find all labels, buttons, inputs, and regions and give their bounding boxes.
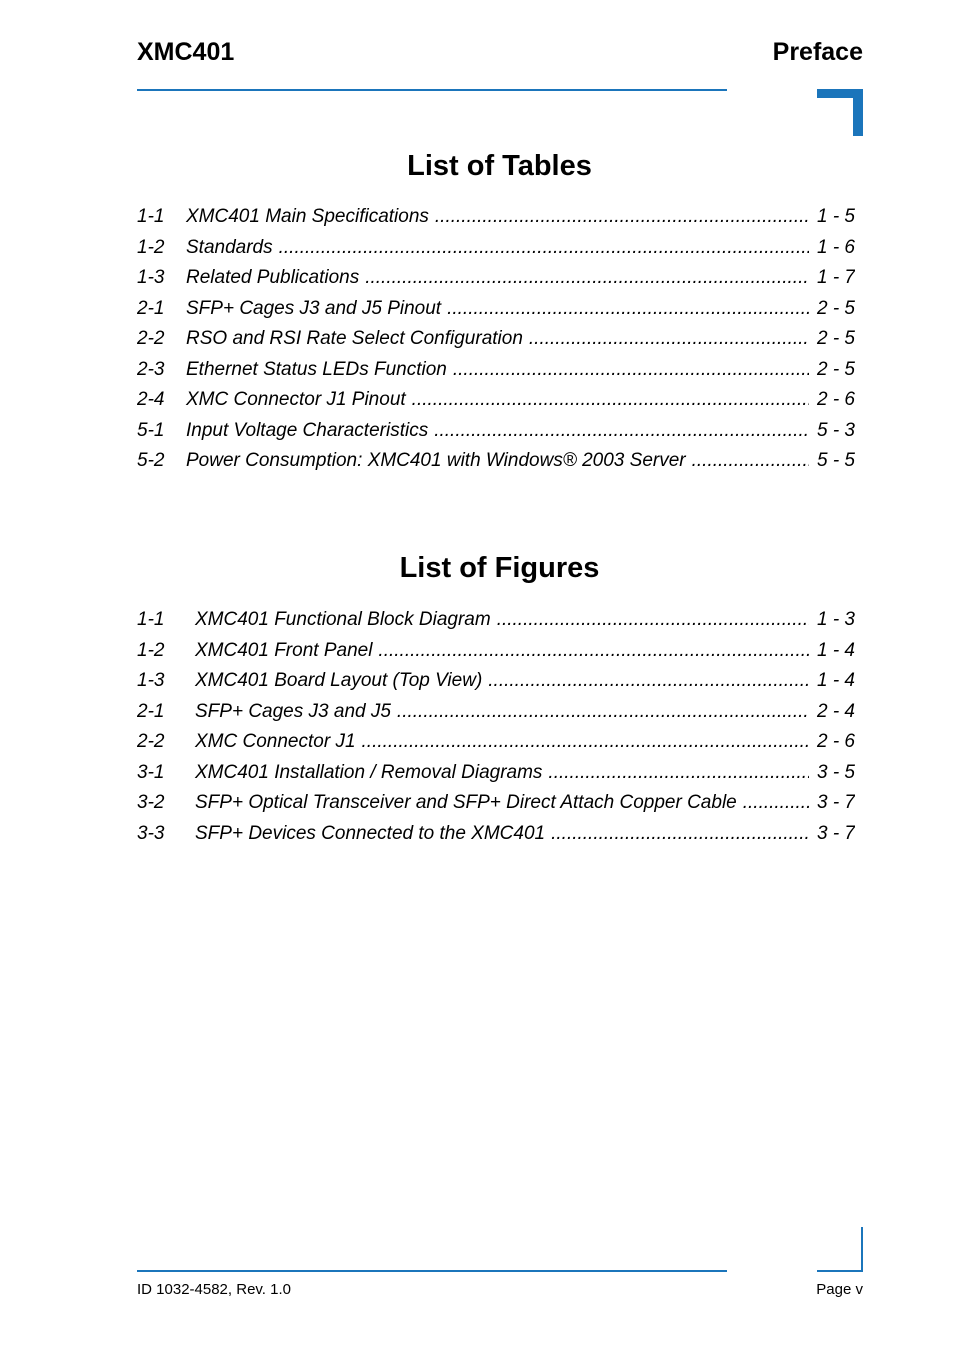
dot-leader	[692, 446, 809, 477]
entry-title: SFP+ Cages J3 and J5	[195, 700, 391, 722]
table-entry[interactable]	[137, 324, 855, 355]
entry-page: 3 - 5	[816, 761, 855, 783]
entry-number: 1-1	[137, 206, 165, 227]
entry-title: XMC Connector J1	[195, 731, 356, 752]
entry-title: XMC401 Front Panel	[195, 639, 373, 661]
entry-page: 2 - 5	[816, 358, 855, 380]
entry-title: SFP+ Cages J3 and J5 Pinout	[186, 297, 442, 319]
dot-leader	[488, 666, 809, 697]
entry-page: 1 - 4	[816, 639, 855, 661]
header-rule	[137, 89, 727, 91]
figure-entry[interactable]	[137, 758, 855, 789]
table-entry[interactable]	[137, 416, 855, 447]
entry-number: 1-1	[137, 609, 165, 630]
entry-number: 5-2	[137, 450, 165, 471]
entry-title: Power Consumption: XMC401 with Windows® 2003 Server	[186, 450, 686, 471]
entry-number: 1-3	[137, 670, 165, 691]
dot-leader	[365, 263, 809, 294]
figure-entry[interactable]	[137, 727, 855, 758]
entry-page: 2 - 6	[816, 389, 855, 410]
entry-title: XMC Connector J1 Pinout	[186, 389, 406, 410]
footer-rule	[137, 1270, 727, 1272]
entry-page: 2 - 6	[816, 731, 855, 752]
table-entry[interactable]	[137, 294, 855, 325]
table-entry[interactable]	[137, 202, 855, 233]
footer-page-number: Page v	[816, 1281, 863, 1298]
entry-title: XMC401 Board Layout (Top View)	[195, 670, 483, 691]
entry-page: 1 - 5	[816, 206, 855, 227]
entry-title: Standards	[186, 236, 273, 258]
entry-page: 2 - 5	[816, 328, 855, 349]
list-of-tables-heading: List of Tables	[407, 150, 592, 182]
entry-title: SFP+ Devices Connected to the XMC401	[195, 822, 546, 844]
dot-leader	[548, 758, 809, 789]
dot-leader	[412, 385, 809, 416]
entry-number: 2-3	[137, 358, 165, 380]
entry-title: Related Publications	[186, 267, 360, 288]
table-entry[interactable]	[137, 263, 855, 294]
entry-page: 3 - 7	[816, 792, 855, 813]
figure-entry[interactable]	[137, 697, 855, 728]
entry-number: 1-2	[137, 236, 165, 258]
entry-number: 3-1	[137, 761, 165, 783]
entry-title: XMC401 Functional Block Diagram	[195, 609, 491, 630]
entry-number: 2-1	[137, 297, 165, 319]
entry-title: XMC401 Installation / Removal Diagrams	[195, 761, 543, 783]
corner-mark-bottom	[817, 1227, 863, 1272]
entry-page: 1 - 3	[816, 609, 855, 630]
corner-mark-top	[817, 89, 863, 136]
entry-page: 1 - 4	[816, 670, 855, 691]
entry-page: 2 - 5	[816, 297, 855, 319]
entry-title: XMC401 Main Specifications	[186, 206, 429, 227]
entry-number: 1-3	[137, 267, 165, 288]
table-entry[interactable]	[137, 355, 855, 386]
entry-number: 3-3	[137, 822, 165, 844]
entry-page: 5 - 3	[816, 419, 855, 441]
dot-leader	[551, 819, 809, 850]
dot-leader	[743, 788, 809, 819]
entry-title: Ethernet Status LEDs Function	[186, 358, 447, 380]
figure-entry[interactable]	[137, 636, 855, 667]
table-entry[interactable]	[137, 233, 855, 264]
entry-number: 2-1	[137, 700, 165, 722]
dot-leader	[529, 324, 809, 355]
table-entry[interactable]	[137, 385, 855, 416]
entry-page: 3 - 7	[816, 822, 855, 844]
entry-page: 2 - 4	[816, 700, 855, 722]
dot-leader	[453, 355, 809, 386]
entry-page: 1 - 6	[816, 236, 855, 258]
table-entry[interactable]	[137, 446, 855, 477]
list-of-figures-heading: List of Figures	[399, 552, 600, 584]
dot-leader	[362, 727, 809, 758]
dot-leader	[435, 202, 809, 233]
dot-leader	[434, 416, 809, 447]
dot-leader	[378, 636, 809, 667]
list-of-tables	[137, 202, 855, 477]
entry-number: 1-2	[137, 639, 165, 661]
entry-page: 1 - 7	[816, 267, 855, 288]
figure-entry[interactable]	[137, 605, 855, 636]
dot-leader	[497, 605, 809, 636]
entry-title: SFP+ Optical Transceiver and SFP+ Direct Attach Copper Cable	[195, 792, 737, 813]
entry-title: RSO and RSI Rate Select Configuration	[186, 328, 523, 349]
dot-leader	[447, 294, 809, 325]
dot-leader	[397, 697, 809, 728]
footer-document-id: ID 1032-4582, Rev. 1.0	[137, 1281, 291, 1298]
entry-title: Input Voltage Characteristics	[186, 419, 429, 441]
figure-entry[interactable]	[137, 819, 855, 850]
entry-number: 2-4	[137, 389, 165, 410]
dot-leader	[279, 233, 809, 264]
entry-number: 5-1	[137, 419, 165, 441]
figure-entry[interactable]	[137, 666, 855, 697]
header-product-name: XMC401	[137, 38, 235, 66]
list-of-figures	[137, 605, 855, 849]
entry-number: 2-2	[137, 731, 165, 752]
entry-page: 5 - 5	[816, 450, 855, 471]
entry-number: 2-2	[137, 328, 165, 349]
header-section-name: Preface	[772, 38, 863, 66]
figure-entry[interactable]	[137, 788, 855, 819]
entry-number: 3-2	[137, 792, 165, 813]
